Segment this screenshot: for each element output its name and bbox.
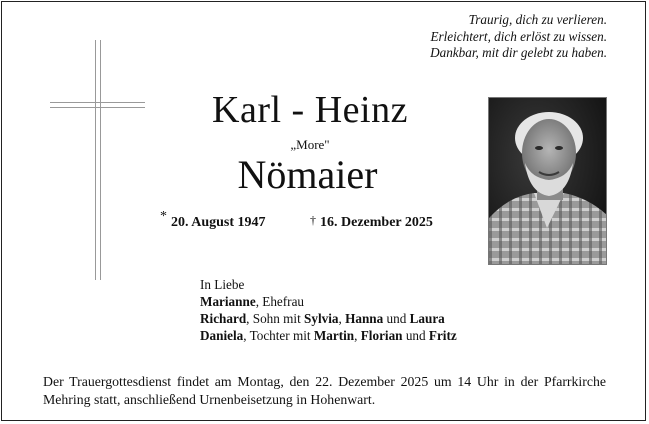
birth-date-text: 20. August 1947 bbox=[171, 215, 266, 230]
separator: , bbox=[354, 328, 361, 343]
service-info: Der Trauergottesdienst findet am Montag, den 22. Dezember 2025 um 14 Uhr in der Pfarrkirche Mehring statt, anschließend Urnenbeisetzung in Hohenwart. bbox=[43, 374, 606, 407]
son-name: Richard bbox=[200, 311, 247, 326]
family-block bbox=[200, 276, 457, 344]
portrait-photo bbox=[488, 97, 607, 265]
death-cross-icon: † bbox=[310, 213, 316, 227]
last-name: Nömaier bbox=[237, 152, 378, 197]
grandchild-name: Fritz bbox=[428, 328, 457, 343]
son-relation: , Sohn mit bbox=[246, 311, 305, 326]
grandchild-name: Hanna bbox=[345, 311, 384, 326]
separator: , bbox=[338, 311, 346, 326]
grandchild-name: Sylvia bbox=[304, 311, 339, 326]
first-name: Karl - Heinz bbox=[212, 89, 408, 131]
family-line-son bbox=[200, 310, 457, 327]
quote-block bbox=[430, 12, 607, 62]
family-line-spouse bbox=[200, 293, 457, 310]
spouse-relation: , Ehefrau bbox=[255, 294, 305, 309]
quote-line: Traurig, dich zu verlieren. bbox=[468, 12, 607, 27]
nickname: „More" bbox=[290, 137, 330, 152]
grandchild-name: Laura bbox=[409, 311, 445, 326]
separator: und bbox=[402, 328, 429, 343]
separator: und bbox=[383, 311, 410, 326]
grandchild-name: Florian bbox=[360, 328, 403, 343]
quote-line: Erleichtert, dich erlöst zu wissen. bbox=[430, 28, 607, 44]
quote-line: Dankbar, mit dir gelebt zu haben. bbox=[430, 45, 607, 60]
birth-star-icon: * bbox=[160, 209, 167, 224]
death-date bbox=[310, 215, 433, 231]
family-intro: In Liebe bbox=[200, 277, 245, 292]
daughter-name: Daniela bbox=[200, 328, 244, 343]
daughter-relation: , Tochter mit bbox=[243, 328, 314, 343]
family-line-daughter bbox=[200, 327, 457, 344]
birth-date bbox=[160, 209, 266, 231]
grandchild-name: Martin bbox=[313, 328, 355, 343]
death-date-text: 16. Dezember 2025 bbox=[320, 215, 433, 230]
spouse-name: Marianne bbox=[200, 294, 256, 309]
